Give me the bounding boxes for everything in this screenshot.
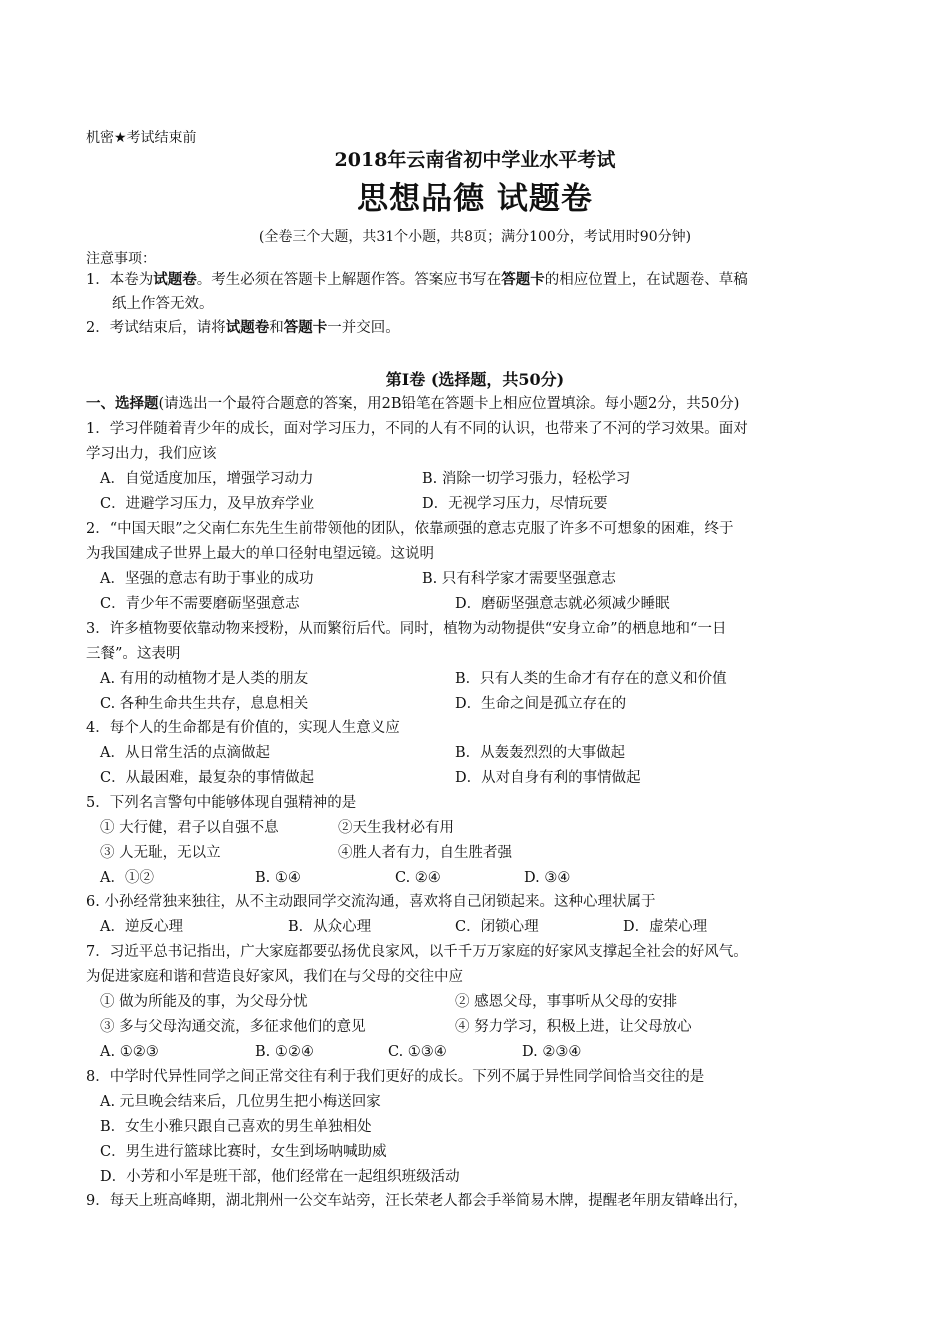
question-3-option-d: D．生命之间是孤立存在的 xyxy=(455,696,627,712)
question-3-stem-continued: 三餐”。这表明 xyxy=(86,646,181,662)
question-8-stem: 8．中学时代异性同学之间正常交往有利于我们更好的成长。下列不属于异性同学间恰当交往的是 xyxy=(86,1069,705,1085)
question-9-stem: 9．每天上班高峰期，湖北荆州一公交车站旁，汪长荣老人都会手举简易木牌，提醒老年朋友错峰出行， xyxy=(86,1193,748,1209)
question-6-option-c: C．闭锁心理 xyxy=(455,919,539,935)
question-5-statement-4: ④胜人者有力，自生胜者强 xyxy=(338,845,512,861)
question-2-stem-continued: 为我国建成子世界上最大的单口径射电望远镜。这说明 xyxy=(86,546,434,562)
question-7-statement-2: ② 感恩父母，事事听从父母的安排 xyxy=(455,994,678,1010)
question-7-option-a: A. ①②③ xyxy=(100,1044,159,1060)
section-instructions xyxy=(86,392,866,416)
note-emphasis: 试题卷 xyxy=(153,271,197,288)
question-7-statement-3: ③ 多与父母沟通交流，多征求他们的意见 xyxy=(100,1019,366,1035)
question-5-option-d: D. ③④ xyxy=(524,870,571,886)
question-8-option-c: C．男生进行篮球比赛时，女生到场呐喊助威 xyxy=(100,1144,387,1160)
question-4-stem: 4．每个人的生命都是有价值的，实现人生意义应 xyxy=(86,720,400,736)
question-2-option-a: A．坚强的意志有助于事业的成功 xyxy=(100,571,314,587)
question-1-stem: 1．学习伴随着青少年的成长，面对学习压力，不同的人有不同的认识，也带来了不河的学习效果。面对 xyxy=(86,421,748,437)
question-3-option-c: C. 各种生命共生共存，息息相关 xyxy=(100,696,309,712)
question-4-option-a: A．从日常生活的点滴做起 xyxy=(100,745,270,761)
question-3-option-a: A. 有用的动植物才是人类的朋友 xyxy=(100,671,309,687)
question-6-stem: 6. 小孙经常独来独往，从不主动跟同学交流沟通，喜欢将自己闭锁起来。这种心理状属于 xyxy=(86,894,656,910)
section-title: 第Ⅰ卷 (选择题，共50分) xyxy=(385,370,565,389)
question-8-option-d: D．小芳和小军是班干部，他们经常在一起组织班级活动 xyxy=(100,1169,460,1185)
note-text: 。考生必须在答题卡上解题作答。答案应书写在 xyxy=(196,272,502,288)
question-1-option-c: C．进避学习压力，及早放弃学业 xyxy=(100,496,315,512)
question-5-option-a: A．①② xyxy=(100,870,154,886)
question-6-option-a: A．逆反心理 xyxy=(100,919,183,935)
note-text: 1．本卷为 xyxy=(86,272,154,288)
exam-title: 2018年云南省初中学业水平考试 xyxy=(334,149,616,171)
question-5-stem: 5．下列名言警句中能够体现自强精神的是 xyxy=(86,795,357,811)
question-5-statement-1: ① 大行健，君子以自强不息 xyxy=(100,820,279,836)
note-emphasis: 答题卡 xyxy=(283,319,328,336)
note-text: 2．考试结束后，请将 xyxy=(86,320,226,336)
question-7-statement-4: ④ 努力学习，积极上进，让父母放心 xyxy=(455,1019,692,1035)
question-5-option-c: C. ②④ xyxy=(395,870,441,886)
note-text: 一并交回。 xyxy=(327,320,400,336)
confidential-label: 机密★考试结束前 xyxy=(86,130,197,146)
question-5-statement-2: ②天生我材必有用 xyxy=(338,820,454,836)
note-emphasis: 答题卡 xyxy=(501,271,545,288)
question-7-stem: 7．习近平总书记指出，广大家庭都要弘扬优良家风，以千千万万家庭的好家风支撑起全社会的好风气。 xyxy=(86,944,748,960)
question-8-option-b: B．女生小雅只跟自己喜欢的男生单独相处 xyxy=(100,1119,372,1135)
question-7-option-d: D. ②③④ xyxy=(522,1044,582,1060)
question-1-option-b: B. 消除一切学习張力，轻松学习 xyxy=(422,471,631,487)
question-2-option-d: D．磨砺坚强意志就必须减少睡眠 xyxy=(455,596,670,612)
question-3-stem: 3．许多植物要依靠动物来授粉，从而繁衍后代。同时，植物为动物提供“安身立命”的栖息地和“一日 xyxy=(86,621,727,637)
section-label: 一、选择题 xyxy=(86,395,159,412)
question-2-option-b: B. 只有科学家才需要坚强意志 xyxy=(422,571,616,587)
question-6-option-d: D．虚荣心理 xyxy=(623,919,708,935)
question-1-option-a: A．自觉适度加压，增强学习动力 xyxy=(100,471,314,487)
exam-info: (全卷三个大题，共31个小题，共8页；满分100分，考试用时90分钟) xyxy=(258,229,692,245)
question-7-stem-continued: 为促进家庭和谐和营造良好家风，我们在与父母的交往中应 xyxy=(86,969,463,985)
question-4-option-b: B．从轰轰烈烈的大事做起 xyxy=(455,745,626,761)
note-2 xyxy=(86,316,866,340)
question-1-option-d: D．无视学习压力，尽情玩要 xyxy=(422,496,608,512)
question-3-option-b: B．只有人类的生命才有存在的意义和价值 xyxy=(455,671,727,687)
note-text: 的相应位置上，在试题卷、草稿 xyxy=(544,272,748,288)
subject-title: 思想品德 试题卷 xyxy=(357,181,593,217)
question-5-option-b: B. ①④ xyxy=(255,870,301,886)
question-1-stem-continued: 学习出力，我们应该 xyxy=(86,446,217,462)
question-5-statement-3: ③ 人无耻，无以立 xyxy=(100,845,221,861)
note-text: 和 xyxy=(269,320,284,336)
question-7-statement-1: ① 做为所能及的事，为父母分忧 xyxy=(100,994,308,1010)
question-7-option-c: C. ①③④ xyxy=(388,1044,447,1060)
notes-heading: 注意事项： xyxy=(86,251,156,267)
question-2-stem: 2．“中国天眼”之父南仁东先生生前带领他的团队，依靠顽强的意志克服了许多不可想象的困难，终于 xyxy=(86,521,734,537)
section-instruction-text: (请选出一个最符合题意的答案，用2B铅笔在答题卡上相应位置填涂。每小题2分，共50分) xyxy=(158,396,740,412)
question-8-option-a: A. 元旦晚会结来后，几位男生把小梅送回家 xyxy=(100,1094,381,1110)
note-emphasis: 试题卷 xyxy=(225,319,270,336)
note-1-continued: 纸上作答无效。 xyxy=(112,296,214,312)
question-2-option-c: C．青少年不需要磨砺坚强意志 xyxy=(100,596,300,612)
question-7-option-b: B. ①②④ xyxy=(255,1044,314,1060)
question-6-option-b: B．从众心理 xyxy=(288,919,372,935)
question-4-option-c: C．从最困难，最复杂的事情做起 xyxy=(100,770,315,786)
question-4-option-d: D．从对自身有利的事情做起 xyxy=(455,770,641,786)
note-1 xyxy=(86,268,866,292)
